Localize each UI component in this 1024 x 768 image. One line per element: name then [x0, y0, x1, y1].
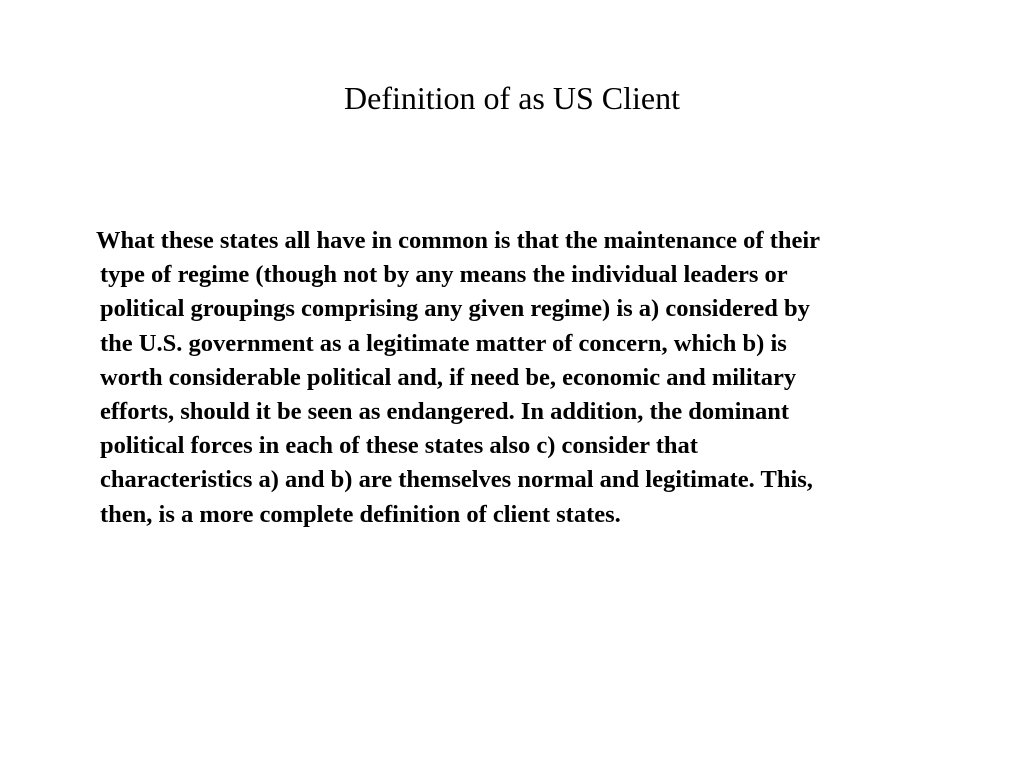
body-line: type of regime (though not by any means the individual leaders or [100, 261, 788, 289]
body-line: then, is a more complete definition of client states. [100, 500, 621, 528]
slide-body [96, 224, 950, 532]
body-line: efforts, should it be seen as endangered. In addition, the dominant [100, 398, 790, 426]
slide-title: Definition of as US Client [344, 80, 680, 116]
body-line: characteristics a) and b) are themselves normal and legitimate. This, [100, 466, 813, 494]
body-line: political forces in each of these states also c) consider that [100, 432, 698, 460]
body-line: the U.S. government as a legitimate matter of concern, which b) is [100, 329, 787, 357]
body-line: political groupings comprising any given regime) is a) considered by [100, 295, 810, 323]
body-line: What these states all have in common is that the maintenance of their [96, 227, 821, 254]
body-line: worth considerable political and, if need be, economic and military [100, 363, 797, 391]
